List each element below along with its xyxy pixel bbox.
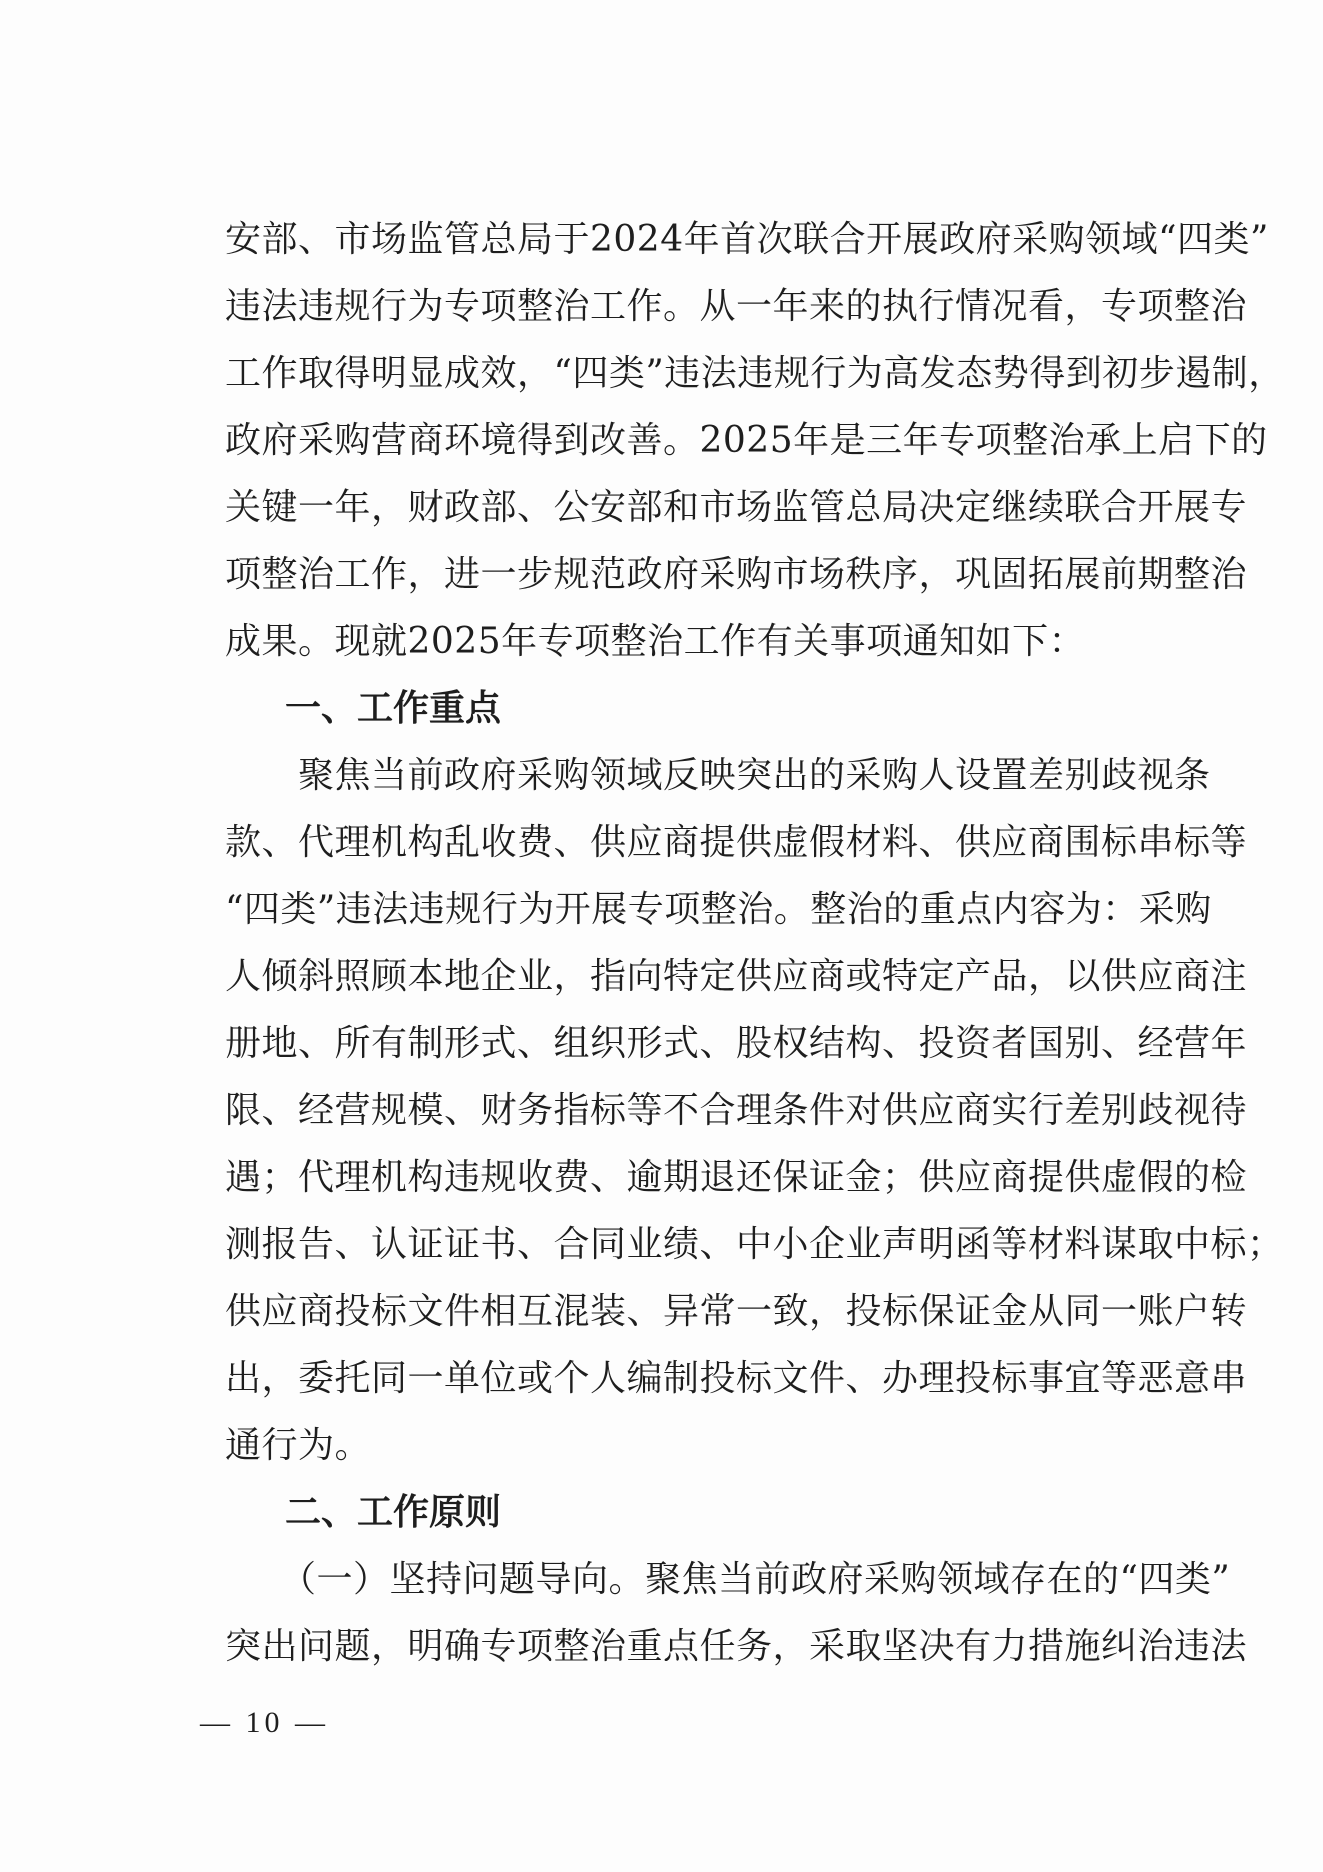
paragraph-work-focus — [225, 742, 1284, 1479]
text-line: 供应商投标文件相互混装、异常一致，投标保证金从同一账户转 — [225, 1291, 1248, 1332]
text-line: 政府采购营商环境得到改善。2025年是三年专项整治承上启下的 — [225, 420, 1268, 461]
section-heading-work-principles: 二、工作原则 — [285, 1492, 502, 1533]
text-line: 违法违规行为专项整治工作。从一年来的执行情况看，专项整治 — [225, 286, 1248, 327]
text-line: 出，委托同一单位或个人编制投标文件、办理投标事宜等恶意串 — [225, 1358, 1248, 1399]
text-line: “四类”违法违规行为开展专项整治。整治的重点内容为：采购 — [225, 889, 1212, 930]
document-body — [225, 206, 1285, 1680]
text-line: 项整治工作，进一步规范政府采购市场秩序，巩固拓展前期整治 — [225, 554, 1248, 595]
text-line: （一）坚持问题导向。聚焦当前政府采购领域存在的“四类” — [225, 1559, 1231, 1600]
text-line: 安部、市场监管总局于2024年首次联合开展政府采购领域“四类” — [225, 219, 1269, 260]
section-heading-work-focus: 一、工作重点 — [285, 688, 502, 729]
text-line: 册地、所有制形式、组织形式、股权结构、投资者国别、经营年 — [225, 1023, 1248, 1064]
paragraph-intro — [225, 206, 1285, 675]
text-line: 突出问题，明确专项整治重点任务，采取坚决有力措施纠治违法 — [225, 1626, 1248, 1667]
text-line: 工作取得明显成效，“四类”违法违规行为高发态势得到初步遏制， — [225, 353, 1285, 394]
text-line: 测报告、认证证书、合同业绩、中小企业声明函等材料谋取中标； — [225, 1224, 1284, 1265]
text-line: 遇；代理机构违规收费、逾期退还保证金；供应商提供虚假的检 — [225, 1157, 1248, 1198]
text-line: 成果。现就2025年专项整治工作有关事项通知如下： — [225, 621, 1086, 662]
text-line: 人倾斜照顾本地企业，指向特定供应商或特定产品，以供应商注 — [225, 956, 1248, 997]
text-line: 通行为。 — [225, 1425, 372, 1466]
text-line: 限、经营规模、财务指标等不合理条件对供应商实行差别歧视待 — [225, 1090, 1248, 1131]
text-line: 关键一年，财政部、公安部和市场监管总局决定继续联合开展专 — [225, 487, 1248, 528]
paragraph-principle-1 — [225, 1546, 1248, 1680]
page-number: — 10 — — [200, 1706, 329, 1739]
text-line: 款、代理机构乱收费、供应商提供虚假材料、供应商围标串标等 — [225, 822, 1248, 863]
text-line: 聚焦当前政府采购领域反映突出的采购人设置差别歧视条 — [225, 755, 1211, 796]
